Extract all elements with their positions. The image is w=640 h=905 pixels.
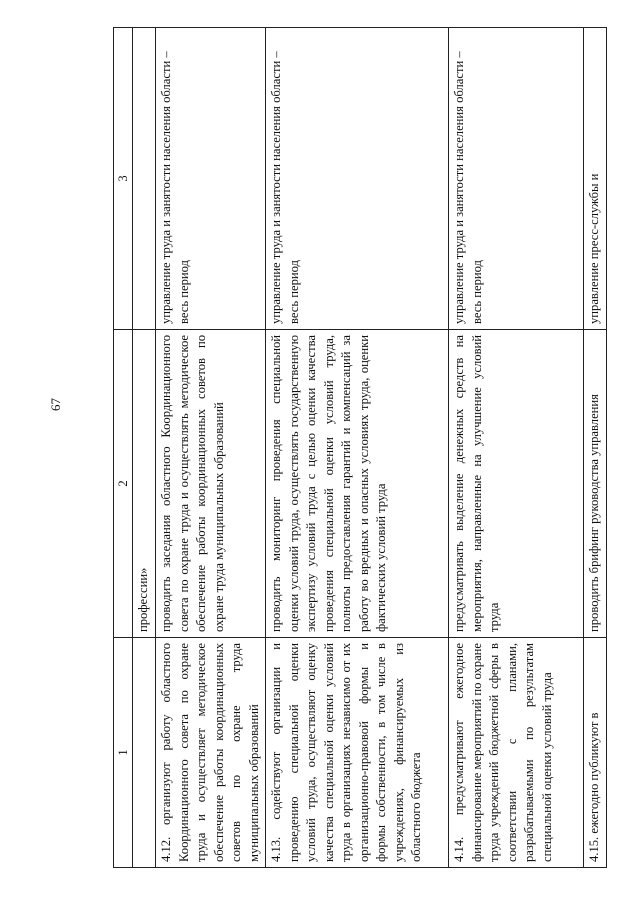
table-row (156, 28, 266, 868)
table-row (266, 28, 449, 868)
agreement-table (113, 27, 607, 868)
measure-cell: 4.12. организуют работу областного Координационного совета по охране труда и осуществляет методическое обеспечение работы координационных советов по охране труда муниципальных образований (156, 638, 266, 868)
responsible-cell: управление труда и занятости населения области – весь период (266, 28, 449, 330)
action-cell: проводить заседания областного Координационного совета по охране труда и осуществлять методическое обеспечение работы координационных советов по охране труда муниципальных образований (156, 330, 266, 638)
continuation-col2: профессии» (133, 330, 156, 638)
responsible-cell: управление труда и занятости населения области – весь период (156, 28, 266, 330)
action-cell: предусматривать выделение денежных средств на мероприятия, направленные на улучшение условий труда (449, 330, 584, 638)
table-row (584, 28, 607, 868)
rotated-table-container (113, 28, 601, 868)
column-header-1: 1 (114, 638, 133, 868)
continuation-col3 (133, 28, 156, 330)
responsible-cell: управление пресс-службы и (584, 28, 607, 330)
measure-cell: 4.13. содействуют организации и проведению специальной оценки условий труда, осуществляют оценку качества специальной оценки условий труда в организациях независимо от их организационно-правовой формы и формы собственности, в том числе в учреждениях, финансируемых из областного бюджета (266, 638, 449, 868)
responsible-cell: управление труда и занятости населения области – весь период (449, 28, 584, 330)
continuation-col1 (133, 638, 156, 868)
measure-cell: 4.14. предусматривают ежегодное финансирование мероприятий по охране труда учреждений бюджетной сферы в соответствии с планами, разрабатываемыми по результатам специальной оценки условий труда (449, 638, 584, 868)
column-header-2: 2 (114, 330, 133, 638)
table-header-row (114, 28, 133, 868)
column-header-3: 3 (114, 28, 133, 330)
measure-cell: 4.15. ежегодно публикуют в (584, 638, 607, 868)
table-row (449, 28, 584, 868)
continuation-row (133, 28, 156, 868)
page-number: 67 (48, 398, 63, 411)
action-cell: проводить мониторинг проведения специальной оценки условий труда, осуществлять государственную экспертизу условий труда с целью оценки качества проведения специальной оценки условий труда, полноты предоставления гарантий и компенсаций за работу во вредных и опасных условиях труда, оценки фактических условий труда (266, 330, 449, 638)
action-cell: проводить брифинг руководства управления (584, 330, 607, 638)
